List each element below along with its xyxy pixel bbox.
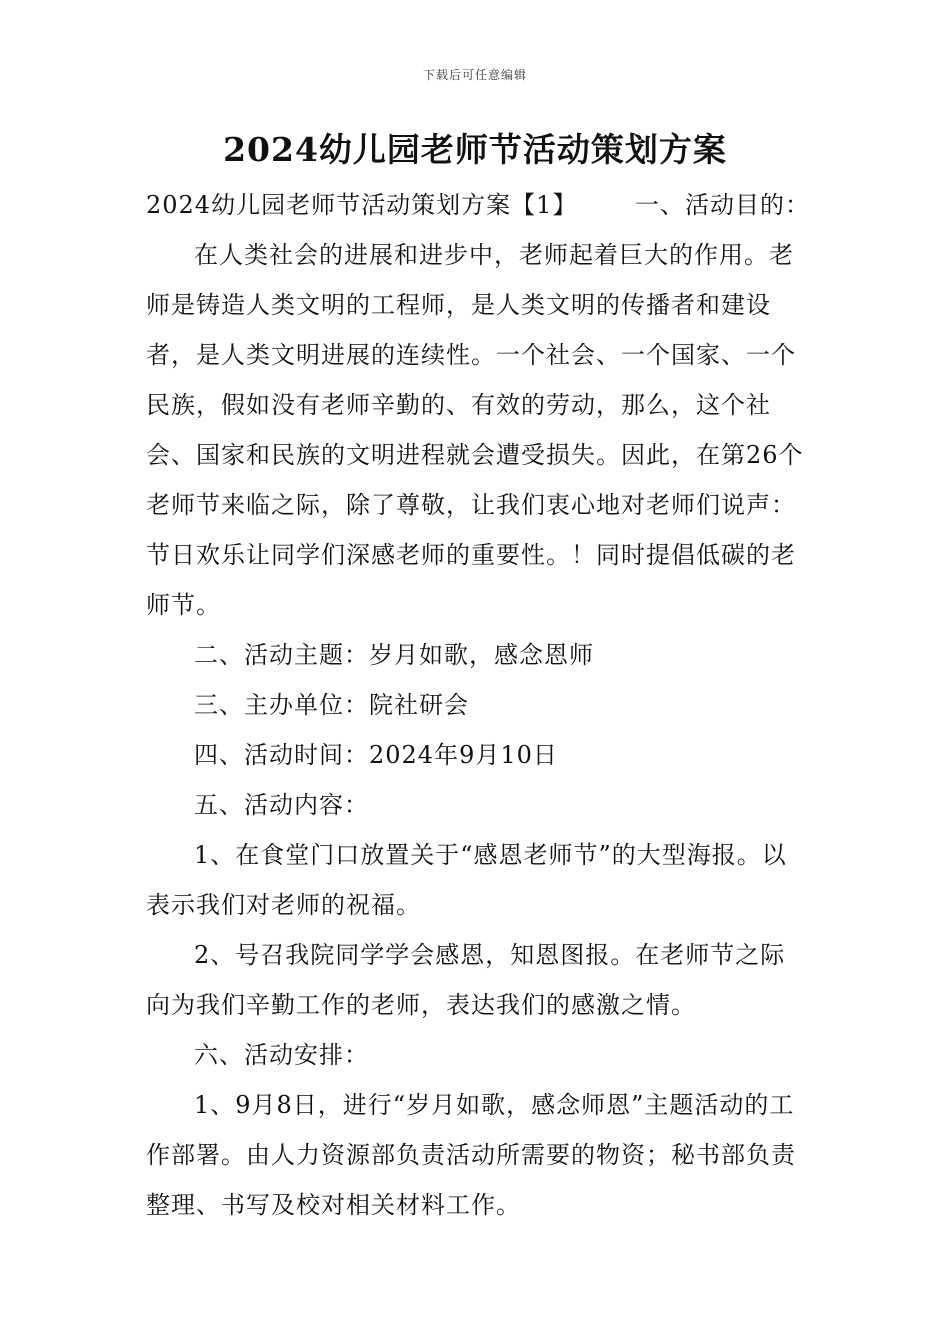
first-heading: 一、活动目的： xyxy=(635,191,810,219)
document-body xyxy=(146,180,810,1230)
paragraph-organizer: 三、主办单位：院社研会 xyxy=(194,691,469,719)
header-note: 下载后可任意编辑 xyxy=(422,68,527,82)
paragraph-content-item-2: 2、号召我院同学学会感恩，知恩图报。在老师节之际向为我们辛勤工作的老师，表达我们的感激之情。 xyxy=(146,941,786,1019)
paragraph-arrangement-heading: 六、活动安排： xyxy=(194,1041,369,1069)
paragraph-content-heading: 五、活动内容： xyxy=(194,791,369,819)
paragraph-content-item-1: 1、在食堂门口放置关于“感恩老师节”的大型海报。以表示我们对老师的祝福。 xyxy=(146,841,787,919)
section-subtitle: 2024幼儿园老师节活动策划方案【1】 xyxy=(146,191,578,219)
paragraph-purpose: 在人类社会的进展和进步中，老师起着巨大的作用。老师是铸造人类文明的工程师，是人类文明的传播者和建设者，是人类文明进展的连续性。一个社会、一个国家、一个民族，假如没有老师辛勤的、有效的劳动，那么，这个社会、国家和民族的文明进程就会遭受损失。因此，在第26个老师节来临之际，除了尊敬，让我们衷心地对老师们说声：节日欢乐让同学们深感老师的重要性。！同时提倡低碳的老师节。 xyxy=(146,241,804,619)
paragraph-theme: 二、活动主题：岁月如歌，感念恩师 xyxy=(194,641,594,669)
subtitle-line xyxy=(146,180,810,230)
document-title: 2024幼儿园老师节活动策划方案 xyxy=(223,130,727,169)
paragraph-time: 四、活动时间：2024年9月10日 xyxy=(194,741,558,769)
paragraph-arrangement-item-1: 1、9月8日，进行“岁月如歌，感念师恩”主题活动的工作部署。由人力资源部负责活动所需要的物资；秘书部负责整理、书写及校对相关材料工作。 xyxy=(146,1091,796,1219)
